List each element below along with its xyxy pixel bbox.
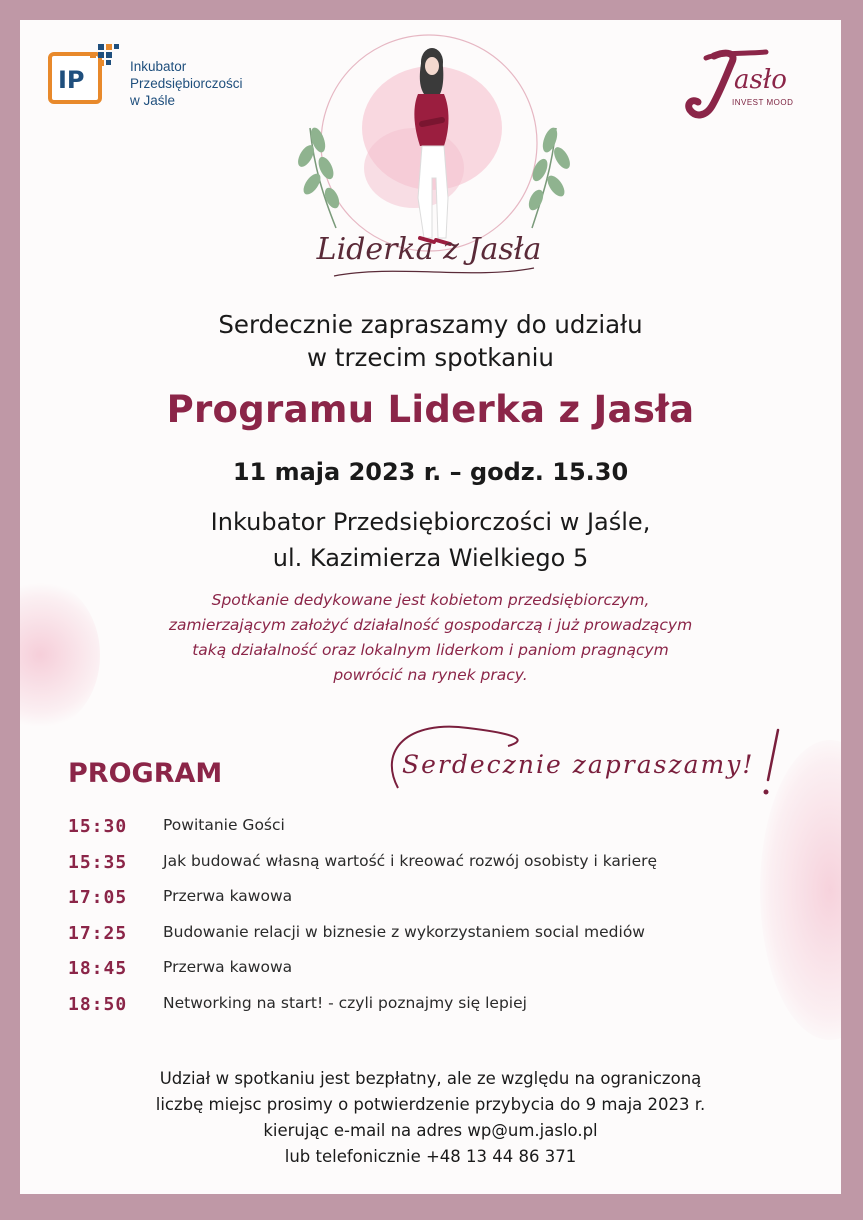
schedule-activity: Budowanie relacji w biznesie z wykorzystaniem social mediów <box>163 922 645 941</box>
registration-info: Udział w spotkaniu jest bezpłatny, ale ze względu na ograniczoną liczbę miejsc prosimy o potwierdzenie przybycia do 9 maja 2023 r. kierując e-mail na adres wp@um.jaslo.pl lub telefonicznie +48 13 44 86 371 <box>20 1066 841 1170</box>
pixel-squares-icon <box>84 42 120 72</box>
event-date: 11 maja 2023 r. – godz. 15.30 <box>232 458 629 486</box>
poster <box>20 20 841 1194</box>
schedule-row <box>68 852 808 888</box>
program-schedule <box>68 816 808 1029</box>
schedule-activity: Powitanie Gości <box>163 816 285 834</box>
schedule-activity: Jak budować własną wartość i kreować rozwój osobisty i karierę <box>163 851 658 870</box>
schedule-row <box>68 887 808 923</box>
schedule-time: 18:45 <box>68 958 128 979</box>
contact-phone-line: lub telefonicznie +48 13 44 86 371 <box>284 1147 577 1166</box>
schedule-time: 17:25 <box>68 922 128 944</box>
inkubator-name: Inkubator Przedsiębiorczości w Jaśle <box>130 59 243 108</box>
greeting-text: Serdecznie zapraszamy! <box>402 750 755 779</box>
schedule-activity: Przerwa kawowa <box>163 958 293 976</box>
schedule-activity: Przerwa kawowa <box>163 887 293 905</box>
schedule-row <box>68 816 808 852</box>
venue-address: ul. Kazimierza Wielkiego 5 <box>272 544 589 572</box>
liderka-emblem <box>274 28 584 298</box>
svg-text:asło: asło <box>734 65 787 95</box>
invitation-intro: Serdecznie zapraszamy do udziału w trzecim spotkaniu <box>218 310 643 372</box>
event-location <box>20 504 841 576</box>
schedule-row <box>68 958 808 994</box>
jaslo-tagline: INVEST MOOD <box>732 98 794 107</box>
schedule-time: 18:50 <box>68 993 128 1015</box>
schedule-row <box>68 994 808 1030</box>
program-heading: PROGRAM <box>68 758 223 789</box>
schedule-time: 15:35 <box>68 851 128 873</box>
emblem-caption: Liderka z Jasła <box>316 232 542 267</box>
schedule-time: 15:30 <box>68 816 128 837</box>
event-description: Spotkanie dedykowane jest kobietom przedsiębiorczym, zamierzającym założyć działalność gospodarczą i już prowadzącym taką działalność oraz lokalnym liderkom i paniom pragnącym powrócić na rynek pracy. <box>168 591 693 684</box>
jaslo-city-logo <box>676 44 816 134</box>
schedule-time: 17:05 <box>68 887 128 908</box>
contact-email-line: kierując e-mail na adres wp@um.jaslo.pl <box>263 1121 598 1140</box>
inkubator-logo <box>48 48 288 118</box>
venue-name: Inkubator Przedsiębiorczości w Jaśle, <box>210 508 651 536</box>
schedule-row <box>68 923 808 959</box>
ip-logo-letters: IP <box>58 66 85 94</box>
schedule-activity: Networking na start! - czyli poznajmy się lepiej <box>163 993 527 1012</box>
program-title: Programu Liderka z Jasła <box>166 388 695 431</box>
script-greeting <box>368 710 808 810</box>
